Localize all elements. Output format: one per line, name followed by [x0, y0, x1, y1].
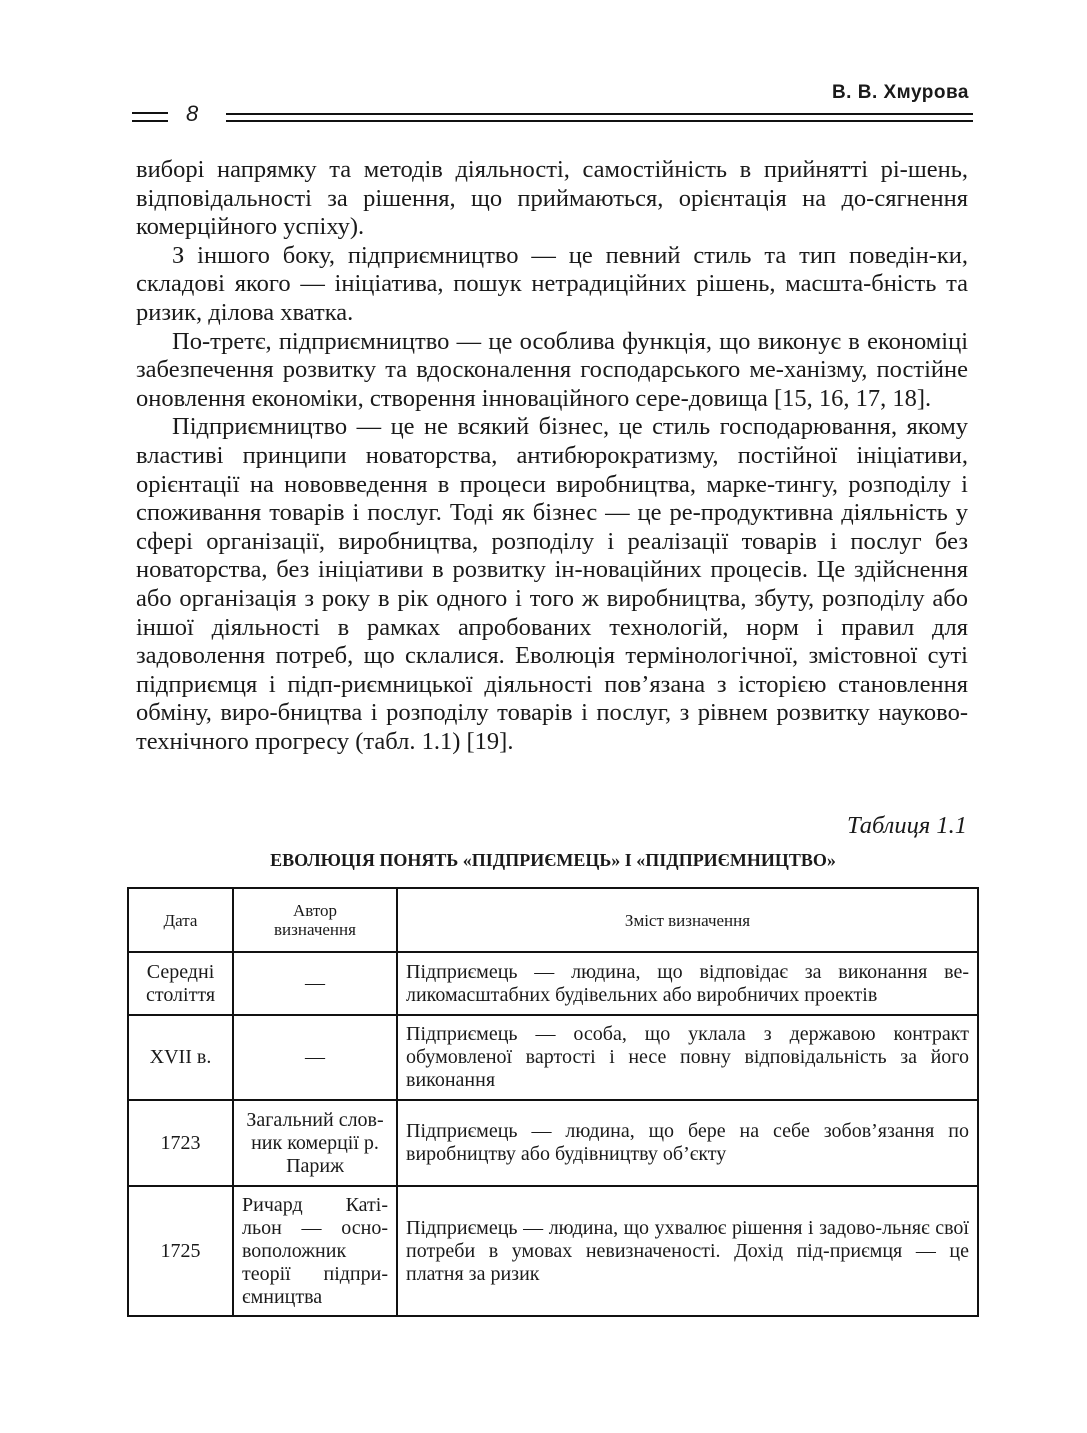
header-rule-right [226, 113, 973, 122]
table-row [128, 1015, 978, 1100]
table-row [128, 1186, 978, 1316]
cell-date: Середні століття [128, 952, 233, 1015]
paragraph: По-третє, підприємництво — це особлива функція, що виконує в економіці забезпечення розвитку та вдосконалення господарського ме-ханізму, постійне оновлення економіки, створення інноваційного сере-довища [15, 16, 17, 18]. [136, 327, 968, 412]
cell-author: — [233, 1015, 397, 1100]
table-label: Таблиця 1.1 [846, 812, 967, 839]
paragraph: виборі напрямку та методів діяльності, самостійність в прийнятті рі-шень, відповідальності за рішення, що приймаються, орієнтація на до-сягнення комерційного успіху). [136, 156, 968, 241]
header-date: Дата [128, 888, 233, 952]
table-row [128, 952, 978, 1015]
cell-author: Ричард Каті-льон — осно-воположник теорії підпри-ємництва [233, 1186, 397, 1316]
cell-content: Підприємець — особа, що уклала з державою контракт обумовленої вартості і несе повну відповідальність за його виконання [397, 1015, 978, 1100]
paragraph: Підприємництво — це не всякий бізнес, це стиль господарювання, якому властиві принципи новаторства, антибюрократизму, постійної ініціативи, орієнтації на нововведення в процеси виробництва, марке-тингу, розподілу і споживання товарів і послуг. Тоді як бізнес — це ре-продуктивна діяльність у сфері організації, виробництва, розподілу і реалізації товарів і послуг без новаторства, без ініціативи в розвитку ін-новаційних процесів. Це здійснення або організація з року в рік одного і того ж виробництва, збуту, розподілу або іншої діяльності в рамках апробованих технологій, норм і правил для задоволення потреб, що склалися. Еволюція термінологічної, змістовної суті підприємця і підп-риємницької діяльності пов’язана з історією становлення обміну, виро-бництва і розподілу товарів і послуг, з рівнем розвитку науково-технічного прогресу (табл. 1.1) [19]. [136, 413, 968, 755]
running-head-author: В. В. Хмурова [831, 82, 969, 103]
evolution-table [127, 887, 979, 1317]
cell-author: — [233, 952, 397, 1015]
cell-author: Загальний слов-ник комерції р. Париж [233, 1100, 397, 1186]
table-row [128, 1100, 978, 1186]
table-header-row [128, 888, 978, 952]
header-author: Автор визначення [233, 888, 397, 952]
cell-content: Підприємець — людина, що ухвалює рішення і задово-льняє свої потреби в умовах невизначеності. Дохід під-приємця — це платня за ризик [397, 1186, 978, 1316]
cell-date: 1725 [128, 1186, 233, 1316]
header-content: Зміст визначення [397, 888, 978, 952]
cell-date: XVII в. [128, 1015, 233, 1100]
cell-content: Підприємець — людина, що відповідає за виконання ве-ликомасштабних будівельних або виробничих проектів [397, 952, 978, 1015]
cell-content: Підприємець — людина, що бере на себе зобов’язання по виробництву або будівництву об’єкту [397, 1100, 978, 1186]
paragraph: З іншого боку, підприємництво — це певний стиль та тип поведін-ки, складові якого — ініціатива, пошук нетрадиційних рішень, масшта-бність та ризик, ділова хватка. [136, 241, 968, 326]
page-number: 8 [186, 101, 199, 126]
cell-date: 1723 [128, 1100, 233, 1186]
header-rule-left [132, 112, 168, 122]
body-text [136, 156, 968, 756]
table-title: ЕВОЛЮЦІЯ ПОНЯТЬ «ПІДПРИЄМЕЦЬ» І «ПІДПРИЄМНИЦТВО» [270, 850, 836, 870]
